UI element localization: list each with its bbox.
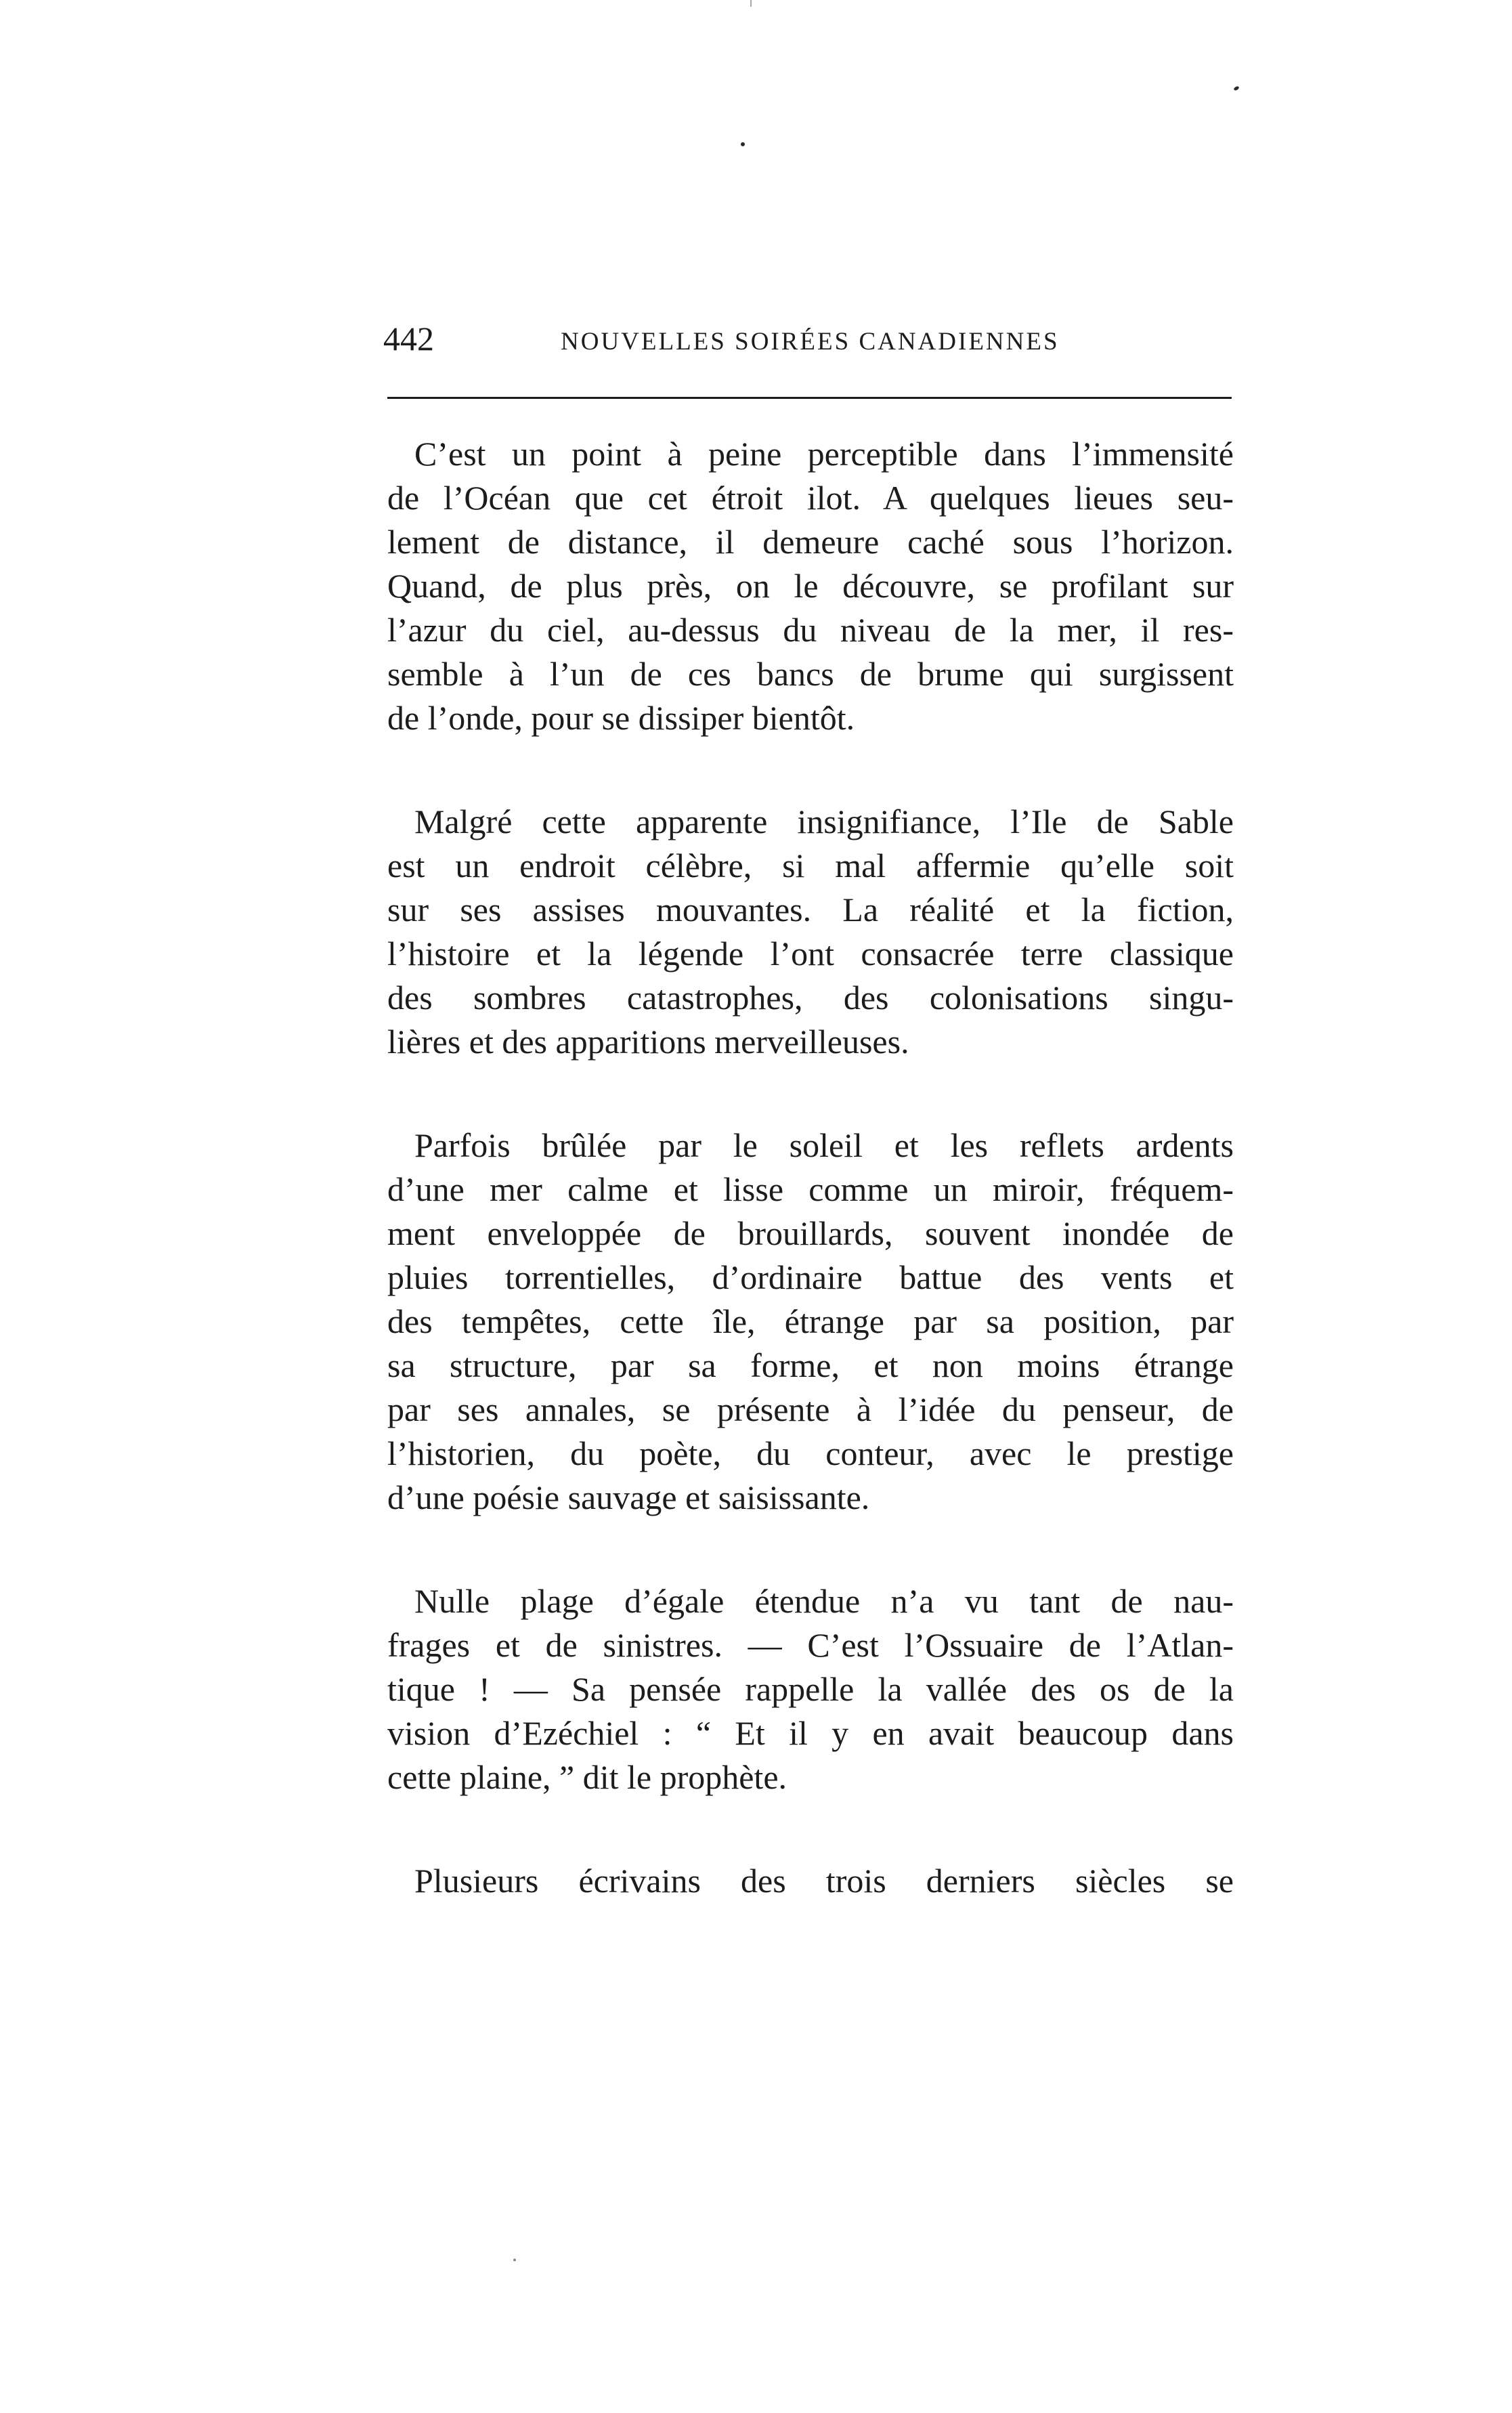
- text-line: d’une poésie sauvage et saisissante.: [387, 1478, 870, 1516]
- text-line: sur ses assises mouvantes. La réalité et la fiction,: [387, 891, 1234, 928]
- text-line: par ses annales, se présente à l’idée du penseur, de: [387, 1390, 1234, 1428]
- text-line: Parfois brûlée par le soleil et les reflets ardents: [414, 1126, 1234, 1164]
- text-line: des tempêtes, cette île, étrange par sa position, par: [387, 1302, 1234, 1340]
- text-line: pluies torrentielles, d’ordinaire battue des vents et: [387, 1258, 1234, 1296]
- text-line: frages et de sinistres. — C’est l’Ossuaire de l’Atlan-: [387, 1626, 1234, 1664]
- text-line: Plusieurs écrivains des trois derniers siècles se: [414, 1862, 1234, 1900]
- text-line: sa structure, par sa forme, et non moins étrange: [387, 1346, 1234, 1384]
- text-line: l’historien, du poète, du conteur, avec le prestige: [387, 1434, 1234, 1472]
- text-line: d’une mer calme et lisse comme un miroir, fréquem-: [387, 1170, 1234, 1208]
- text-line: est un endroit célèbre, si mal affermie qu’elle soit: [387, 847, 1234, 884]
- text-line: Malgré cette apparente insignifiance, l’Ile de Sable: [414, 803, 1234, 840]
- text-line: des sombres catastrophes, des colonisations singu-: [387, 979, 1234, 1017]
- paragraph: [387, 1859, 1234, 1903]
- text-line: vision d’Ezéchiel : “ Et il y en avait beaucoup dans: [387, 1714, 1234, 1752]
- text-line: semble à l’un de ces bancs de brume qui surgissent: [387, 655, 1234, 693]
- text-line: cette plaine, ” dit le prophète.: [387, 1758, 787, 1796]
- text-line: de l’Océan que cet étroit ilot. A quelques lieues seu-: [387, 479, 1234, 517]
- ink-speck: [513, 2259, 516, 2261]
- ink-speck: [1233, 85, 1239, 91]
- running-title: NOUVELLES SOIRÉES CANADIENNES: [561, 328, 1060, 356]
- text-line: C’est un point à peine perceptible dans l’immensité: [414, 435, 1234, 473]
- text-line: Quand, de plus près, on le découvre, se profilant sur: [387, 567, 1234, 605]
- text-line: lement de distance, il demeure caché sous l’horizon.: [387, 523, 1234, 561]
- ink-speck: [750, 0, 752, 7]
- text-line: de l’onde, pour se dissiper bientôt.: [387, 699, 855, 737]
- text-line: Nulle plage d’égale étendue n’a vu tant de nau-: [414, 1582, 1234, 1620]
- text-line: ment enveloppée de brouillards, souvent inondée de: [387, 1214, 1234, 1252]
- paragraph: [387, 1124, 1234, 1520]
- ink-speck: [741, 142, 745, 146]
- text-line: tique ! — Sa pensée rappelle la vallée des os de la: [387, 1670, 1234, 1708]
- text-line: l’azur du ciel, au-dessus du niveau de la mer, il res-: [387, 611, 1234, 649]
- page-header: [383, 318, 1232, 366]
- text-line: l’histoire et la légende l’ont consacrée terre classique: [387, 935, 1234, 973]
- text-line: lières et des apparitions merveilleuses.: [387, 1023, 909, 1061]
- page-number: 442: [383, 320, 434, 358]
- header-rule: [387, 397, 1232, 399]
- paragraph: [387, 432, 1234, 740]
- paragraph: [387, 1579, 1234, 1799]
- paragraph: [387, 800, 1234, 1064]
- body-text: [387, 432, 1234, 1903]
